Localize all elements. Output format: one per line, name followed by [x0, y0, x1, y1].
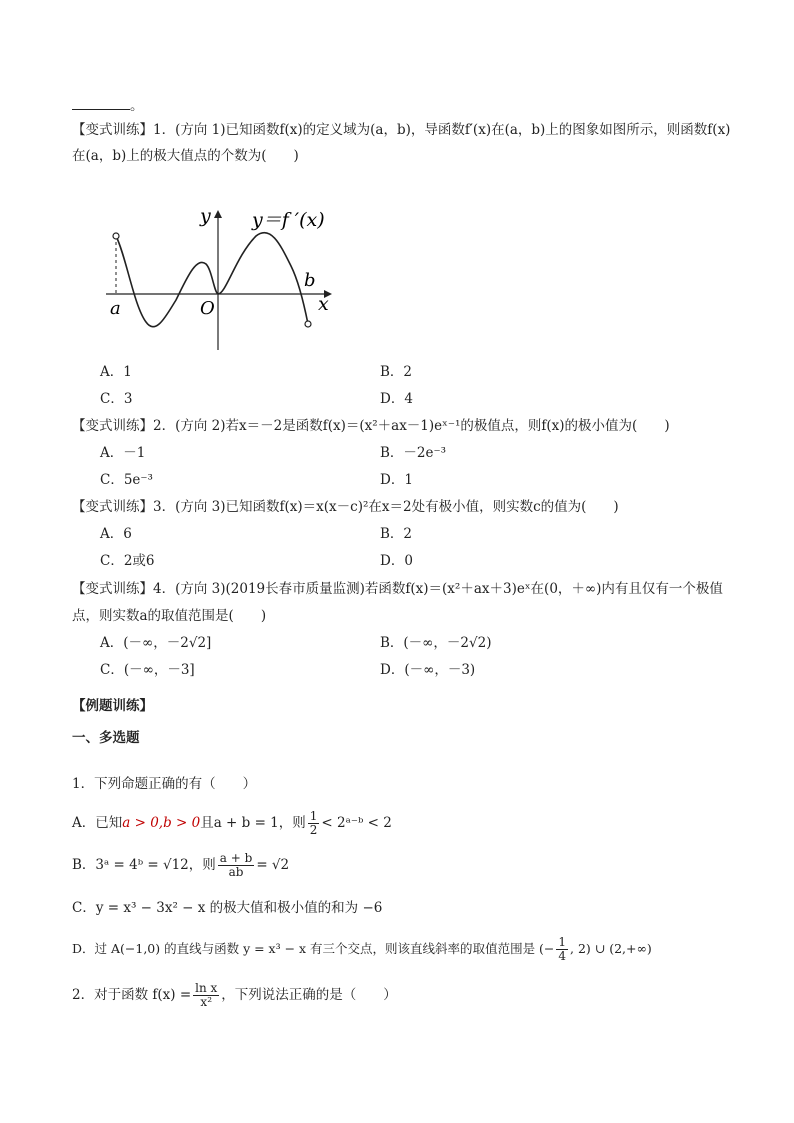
endpoint-a [113, 233, 119, 239]
optD-frac-num: 1 [558, 935, 567, 949]
exercise1-line1: 【变式训练】1．(方向 1)已知函数f(x)的定义域为(a，b)，导函数f′(x)在(a，b)上的图象如图所示，则函数f(x) [72, 122, 731, 138]
b-label: b [304, 270, 316, 291]
p2-frac-num: ln x [195, 981, 218, 995]
ex3-option-b: B．2 [380, 526, 413, 542]
optD-fraction [556, 936, 568, 963]
ex3-option-d: D．0 [380, 553, 413, 569]
problem2-stem [72, 982, 397, 1009]
optB-frac-num: a + b [219, 851, 253, 865]
ex1-option-a: A．1 [100, 364, 132, 380]
p2-frac-den: x² [200, 995, 212, 1009]
optA-condition: a > 0,b > 0 [122, 815, 201, 831]
ex1-option-b: B．2 [380, 364, 413, 380]
origin-label: O [200, 298, 215, 319]
endpoint-b [305, 321, 311, 327]
curve-label: y＝f ′(x) [252, 209, 325, 231]
optA-frac-num: 1 [309, 809, 318, 823]
exercise2-line1: 【变式训练】2．(方向 2)若x＝－2是函数f(x)＝(x²＋ax－1)eˣ⁻¹的极值点，则f(x)的极小值为( ) [72, 418, 670, 434]
optB-fraction [218, 852, 255, 879]
p2-fraction [193, 982, 219, 1009]
y-axis-arrow [214, 210, 222, 218]
optA-mid: 且a + b = 1，则 [200, 815, 306, 831]
exercise4-line2: 点，则实数a的取值范围是( ) [72, 608, 267, 624]
problem1-option-b [72, 852, 289, 879]
ex2-option-c: C．5e⁻³ [100, 472, 153, 488]
ex1-option-d: D．4 [380, 391, 413, 407]
p2-tail: ，下列说法正确的是（ ） [221, 987, 397, 1003]
optD-tail: , 2) ∪ (2,+∞) [570, 941, 652, 956]
optD-prefix: D．过 A(−1,0) 的直线与函数 y = x³ − x 有三个交点，则该直线斜率的取值范围是 (− [72, 941, 555, 956]
optB-frac-den: ab [228, 865, 244, 879]
ex2-option-b: B．－2e⁻³ [380, 445, 447, 461]
subsection-title: 一、多选题 [72, 730, 140, 746]
answer-blank-line [72, 96, 144, 116]
ex4-option-d: D．(－∞，－3) [380, 662, 476, 678]
optA-prefix: A．已知 [72, 815, 123, 831]
ex4-option-c: C．(－∞，－3] [100, 662, 195, 678]
problem1-option-c: C．y = x³ − 3x² − x 的极大值和极小值的和为 −6 [72, 900, 383, 916]
exercise3-line1: 【变式训练】3．(方向 3)已知函数f(x)＝x(x－c)²在x＝2处有极小值，则实数c的值为( ) [72, 499, 619, 515]
problem1-stem: 1．下列命题正确的有（ ） [72, 776, 257, 792]
ex3-option-c: C．2或6 [100, 553, 155, 569]
optB-tail: = √2 [256, 857, 290, 873]
a-label: a [110, 298, 121, 319]
ex1-option-c: C．3 [100, 391, 133, 407]
ex4-option-a: A．(－∞，－2√2] [100, 635, 212, 651]
answer-blank [72, 97, 130, 110]
optD-frac-den: 4 [558, 949, 567, 963]
optA-tail: < 2ᵃ⁻ᵇ < 2 [321, 815, 392, 831]
ex3-option-a: A．6 [100, 526, 132, 542]
exercise4-line1: 【变式训练】4．(方向 3)(2019长春市质量监测)若函数f(x)＝(x²＋ax＋3)eˣ在(0，＋∞)内有且仅有一个极值 [72, 581, 723, 597]
optA-fraction [308, 810, 320, 837]
optB-prefix: B．3ᵃ = 4ᵇ = √12，则 [72, 857, 216, 873]
blank-suffix: 。 [130, 98, 144, 114]
ex2-option-a: A．－1 [100, 445, 146, 461]
derivative-graph [96, 196, 356, 356]
ex2-option-d: D．1 [380, 472, 413, 488]
y-axis-label: y [200, 205, 211, 227]
exercise1-line2: 在(a，b)上的极大值点的个数为( ) [72, 148, 299, 164]
problem1-option-a [72, 810, 392, 837]
x-axis-label: x [318, 293, 329, 315]
problem1-option-d [72, 936, 652, 963]
optA-frac-den: 2 [309, 823, 318, 837]
ex4-option-b: B．(－∞，－2√2) [380, 635, 492, 651]
p2-prefix: 2．对于函数 f(x) = [72, 987, 192, 1003]
section-title: 【例题训练】 [72, 698, 153, 714]
